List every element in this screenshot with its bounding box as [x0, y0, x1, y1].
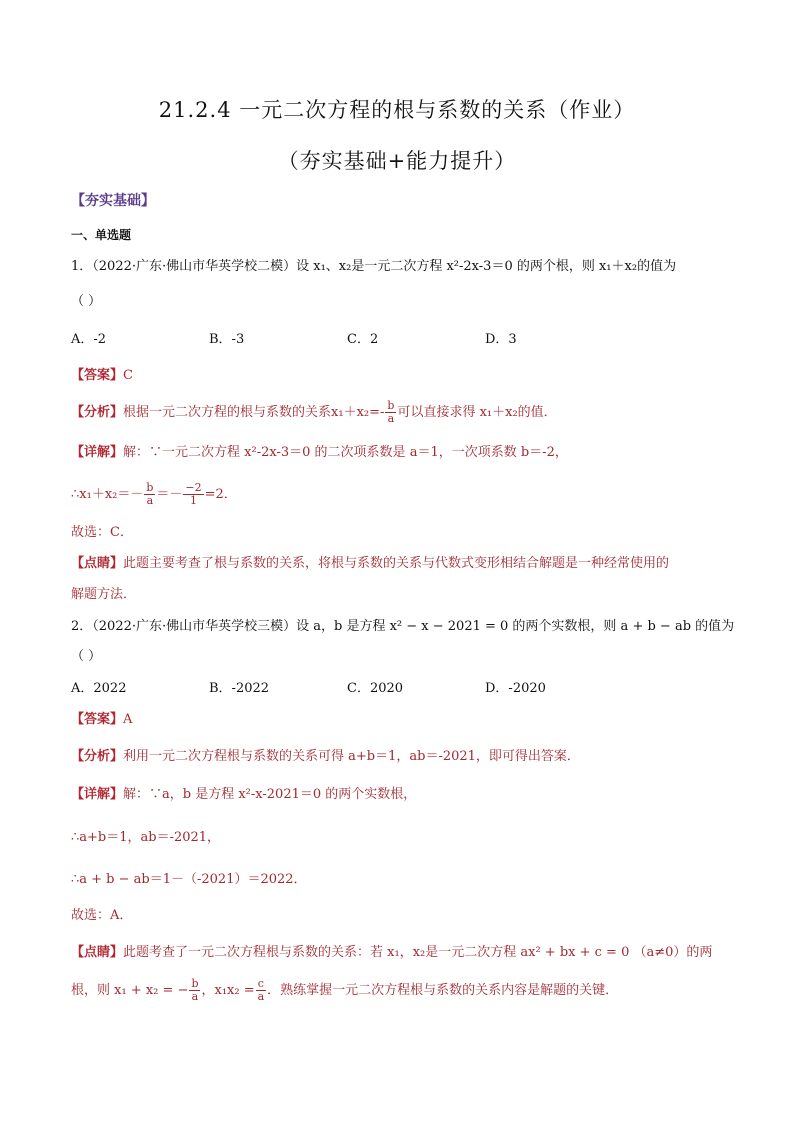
- q2-analysis-text: 利用一元二次方程根与系数的关系可得 a+b＝1，ab＝-2021，即可得出答案．: [123, 749, 580, 764]
- q1-answer-value: C: [123, 368, 133, 383]
- q2-option-a: A．2022: [71, 681, 127, 696]
- q2-detail1: 解：∵a，b 是方程 x²-x-2021＝0 的两个实数根，: [123, 787, 417, 802]
- q1-option-d: D．3: [485, 332, 517, 347]
- q1-detail2-end: =2．: [204, 487, 237, 502]
- section-heading: 【夯实基础】: [71, 193, 155, 209]
- q2-option-b: B．-2022: [209, 681, 270, 696]
- q1-comment-line2: 解题方法．: [71, 587, 137, 602]
- q1-detail-mid2: ，一次项系数: [438, 445, 521, 460]
- q2-comment2-mid: ，x₁x₂ =: [201, 983, 255, 998]
- q1-comment-line1: [71, 555, 734, 573]
- q1-detail-end: ，: [554, 445, 568, 460]
- q1-detail-pre: 解：: [123, 445, 150, 460]
- q2-answer: [71, 711, 734, 729]
- analysis-label-2: 【分析】: [71, 749, 124, 764]
- q2-detail-line1: [71, 786, 734, 804]
- q1-fraction-b-over-a-2: $\frac{b}{a}$: [146, 481, 154, 507]
- q1-option-a: A．-2: [71, 332, 107, 347]
- q2-comment1: 此题考查了一元二次方程根与系数的关系：若 x₁，x₂是一元二次方程 ax² + bx + c = 0 （a≠0）的两: [123, 945, 713, 960]
- q2-comment-line1: [71, 944, 734, 962]
- q2-detail-line3: ∴a + b − ab＝1－（-2021）＝2022．: [71, 872, 307, 887]
- q1-detail-line2: [71, 482, 734, 507]
- q2-answer-value: A: [123, 712, 133, 727]
- q1-options: [71, 331, 734, 349]
- answer-label-2: 【答案】: [71, 712, 124, 727]
- subsection-heading: 一、单选题: [71, 228, 132, 242]
- q1-answer: [71, 367, 734, 385]
- q1-detail-b: b＝-2: [520, 445, 555, 460]
- analysis-label: 【分析】: [71, 405, 124, 420]
- q1-detail-line1: [71, 444, 734, 462]
- q1-analysis-eq: x₁＋x₂=-: [331, 405, 385, 420]
- q1-detail2-pre: ∴x₁＋x₂＝－: [71, 487, 144, 502]
- q2-analysis: [71, 748, 734, 766]
- q2-option-c: C．2020: [347, 681, 404, 696]
- q1-analysis: [71, 400, 734, 425]
- comment-label: 【点睛】: [71, 556, 124, 571]
- q2-comment2-post: ．熟练掌握一元二次方程根与系数的关系内容是解题的关键．: [267, 983, 619, 998]
- q1-analysis-pre: 根据一元二次方程的根与系数的关系: [123, 405, 332, 420]
- page-subtitle: （夯实基础+能力提升）: [277, 149, 517, 173]
- q1-detail-mid: ∵一元二次方程 x²-2x-3＝0 的二次项系数是: [149, 445, 410, 460]
- answer-label: 【答案】: [71, 368, 124, 383]
- comment-label-2: 【点睛】: [71, 945, 124, 960]
- q1-paren: （ ）: [71, 294, 102, 309]
- q1-fraction-m2-over-1: $\frac{-2}{1}$: [185, 481, 202, 507]
- q1-stem: 1．（2022·广东·佛山市华英学校二模）设 x₁、x₂是一元二次方程 x²-2x-3＝0 的两个根，则 x₁＋x₂的值为: [71, 259, 677, 274]
- q2-fraction-b-over-a: $\frac{b}{a}$: [191, 977, 199, 1003]
- q2-comment-line2: [71, 978, 734, 1003]
- q1-choose: 故选：C．: [71, 525, 133, 540]
- q2-detail-line2: ∴a+b＝1，ab＝-2021，: [71, 830, 221, 845]
- detail-label: 【详解】: [71, 445, 124, 460]
- q2-choose: 故选：A．: [71, 908, 133, 923]
- q1-detail2-mid: ＝－: [156, 487, 183, 502]
- q2-options: [71, 680, 734, 698]
- detail-label-2: 【详解】: [71, 787, 124, 802]
- page-title: 21.2.4 一元二次方程的根与系数的关系（作业）: [158, 98, 636, 122]
- q1-option-c: C．2: [347, 332, 379, 347]
- q1-option-b: B．-3: [209, 332, 245, 347]
- q2-stem: 2．（2022·广东·佛山市华英学校三模）设 a，b 是方程 x² − x − 2021 = 0 的两个实数根，则 a + b − ab 的值为: [71, 619, 735, 634]
- q2-fraction-c-over-a: $\frac{c}{a}$: [257, 977, 265, 1003]
- q2-paren: （ ）: [71, 649, 102, 664]
- q1-detail-a: a＝1: [409, 445, 439, 460]
- q2-option-d: D．-2020: [485, 681, 546, 696]
- q1-analysis-post: 可以直接求得 x₁＋x₂的值．: [397, 405, 557, 420]
- q1-fraction-b-over-a: $\frac{b}{a}$: [387, 399, 395, 425]
- q2-comment2-pre: 根，则 x₁ + x₂ = −: [71, 983, 189, 998]
- q1-comment1: 此题主要考查了根与系数的关系，将根与系数的关系与代数式变形相结合解题是一种经常使用的: [123, 556, 670, 571]
